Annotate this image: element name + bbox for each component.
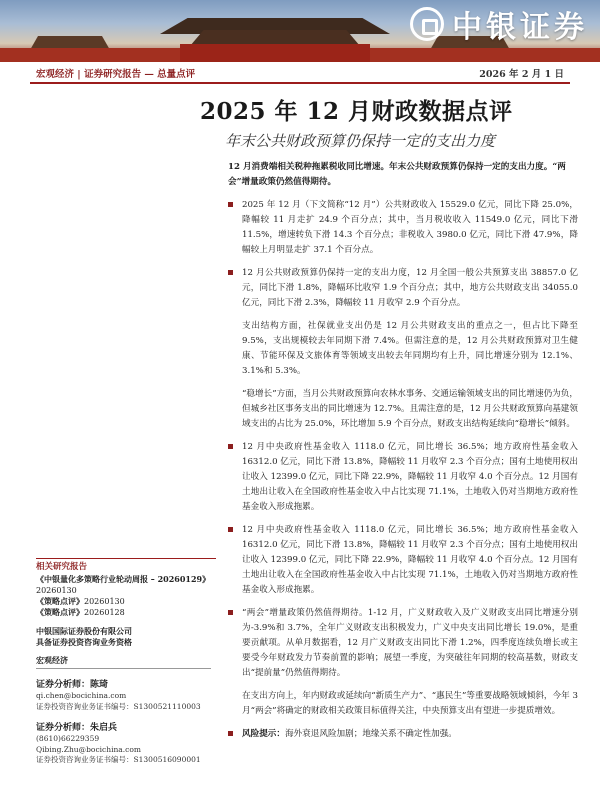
- risk-text: 海外衰退风险加剧；地缘关系不确定性加强。: [284, 729, 457, 739]
- paragraph-two-sessions: [228, 606, 578, 681]
- institution-name: 中银国际证券股份有限公司: [36, 626, 132, 636]
- bank-logo-icon: [410, 7, 444, 41]
- analyst-name: 陈琦: [90, 680, 109, 690]
- paragraph-direction: [228, 689, 578, 719]
- paragraph-text: 12 月中央政府性基金收入 1118.0 亿元，同比增长 36.5%；地方政府性基金收入 16312.0 亿元，同比下滑 13.8%，降幅较 11 月收窄 2.3 个百分点；国有土地使用权出让收入 12399.0 亿元，同比下降 22.9%，降幅较 11 月收窄 4.0 个百分点。12 月国有土地出让收入在全国政府性基金收入中占比实现 71.1%，土地收入仍对当期地方政府性基金收入形成拖累。: [242, 442, 578, 512]
- paragraph-fund-revenue-repeat: [228, 523, 578, 598]
- paragraph-text: 支出结构方面，社保就业支出仍是 12 月公共财政支出的重点之一，但占比下降至 9.5%，支出规模较去年同期下滑 7.4%。但需注意的是，12 月公共财政预算对卫生健康、节能环保及文旅体育等领域支出较去年同期均有上升，同比增速分别为 12.1%、3.1%和 5.3%。: [242, 321, 578, 376]
- related-report-title[interactable]: 《策略点评》: [36, 607, 84, 617]
- report-body: [228, 160, 578, 750]
- paragraph-revenue: [228, 198, 578, 258]
- analyst-license: 证券投资咨询业务证书编号：S1300521110003: [36, 701, 201, 711]
- brand-name: 中银证券: [452, 10, 588, 45]
- analyst-card: [36, 679, 216, 712]
- report-subheader: [30, 62, 570, 84]
- paragraph-text: 在支出方向上，年内财政或延续向“新质生产力”、“惠民生”等重要战略领域倾斜，今年 3 月“两会”将确定的财政相关政策目标值得关注，中央预算支出有望进一步提质增效。: [242, 691, 578, 716]
- analyst-name: 朱启兵: [90, 723, 118, 733]
- analyst-license: 证券投资咨询业务证书编号：S1300516090001: [36, 755, 201, 764]
- paragraph-text: 2025 年 12 月（下文简称“12 月”）公共财政收入 15529.0 亿元，同比下降 25.0%，降幅较 11 月走扩 24.9 个百分点；其中，当月税收收入 11549.0 亿元，同比下滑 11.5%，增速转负下滑 14.3 个百分点；非税收入 3980.0 亿元，同比下滑 47.9%，降幅较上月明显走扩 37.1 个百分点。: [242, 200, 578, 255]
- related-report-title[interactable]: 《策略点评》: [36, 596, 84, 606]
- paragraph-structure: [228, 319, 578, 379]
- related-report-date: 20260130: [84, 597, 125, 606]
- brand-logo: [410, 2, 588, 46]
- report-subtitle: 年末公共财政预算仍保持一定的支出力度: [225, 132, 496, 150]
- bullet-square-icon: [228, 527, 233, 532]
- paragraph-text: “两会”增量政策仍然值得期待。1-12 月，广义财政收入及广义财政支出同比增速分别为-3.9%和 3.7%，全年广义财政支出积极发力，广义中央支出同比增长 19.0%，是重要贡献项。从单月数据看，12 月广义财政支出同比下滑 1.2%，四季度连续负增长或主要受今年财政发力节奏前置的影响；展望一季度，为突破往年同期的较高基数，财政支出“提前量”仍然值得期待。: [242, 608, 578, 678]
- analyst-email[interactable]: qi.chen@bocichina.com: [36, 691, 127, 700]
- bullet-square-icon: [228, 202, 233, 207]
- related-report-title[interactable]: 《中银量化多策略行业轮动周报 – 20260129》: [36, 574, 211, 584]
- bullet-square-icon: [228, 731, 233, 736]
- sidebar: [36, 558, 216, 766]
- paragraph-text: “稳增长”方面，当月公共财政预算向农林水事务、交通运输领域支出的同比增速仍为负，但城乡社区事务支出的同比增速为 12.7%。且需注意的是，12 月公共财政预算向基建领域支出的占比为 25.0%，环比增加 5.9 个百分点，财政支出结构延续向“稳增长”倾斜。: [242, 389, 578, 429]
- bullet-square-icon: [228, 610, 233, 615]
- banner-hall: [180, 44, 370, 62]
- bullet-square-icon: [228, 270, 233, 275]
- paragraph-stable-growth: [228, 387, 578, 432]
- report-category: 宏观经济 | 证券研究报告 — 总量点评: [36, 69, 196, 80]
- institution-qualification: 具备证券投资咨询业务资格: [36, 637, 132, 647]
- related-research-heading: 相关研究报告: [36, 558, 216, 573]
- header-banner: [0, 0, 600, 62]
- report-date: 2026 年 2 月 1 日: [479, 69, 564, 80]
- paragraph-fund-revenue: [228, 440, 578, 515]
- related-report-date: 20260128: [84, 608, 125, 617]
- analyst-card: [36, 722, 216, 766]
- analyst-role: 证券分析师：: [36, 723, 91, 733]
- paragraph-expenditure: [228, 266, 578, 311]
- sector-label: 宏观经济: [36, 655, 211, 669]
- related-report-date: 20260130: [36, 586, 77, 595]
- risk-label: 风险提示：: [242, 729, 285, 739]
- paragraph-text: 12 月中央政府性基金收入 1118.0 亿元，同比增长 36.5%；地方政府性基金收入 16312.0 亿元，同比下滑 13.8%，降幅较 11 月收窄 2.3 个百分点；国有土地使用权出让收入 12399.0 亿元，同比下降 22.9%，降幅较 11 月收窄 4.0 个百分点。12 月国有土地出让收入在全国政府性基金收入中占比实现 71.1%，土地收入仍对当期地方政府性基金收入形成拖累。: [242, 525, 578, 595]
- analyst-role: 证券分析师：: [36, 680, 91, 690]
- paragraph-risk: [228, 727, 578, 742]
- report-title: 2025 年 12 月财政数据点评: [200, 98, 513, 125]
- paragraph-text: 12 月公共财政预算仍保持一定的支出力度，12 月全国一般公共预算支出 38857.0 亿元，同比下滑 1.8%，降幅环比收窄 1.9 个百分点；其中，地方公共财政支出 34055.0 亿元，同比下滑 2.3%，降幅较 11 月收窄 2.9 个百分点。: [242, 268, 578, 308]
- analyst-email[interactable]: Qibing.Zhu@bocichina.com: [36, 744, 141, 754]
- bullet-square-icon: [228, 444, 233, 449]
- analyst-phone: (8610)66229359: [36, 734, 100, 743]
- lead-summary: 12 月消费端相关税种拖累税收同比增速。年末公共财政预算仍保持一定的支出力度。“两会”增量政策仍然值得期待。: [228, 162, 566, 187]
